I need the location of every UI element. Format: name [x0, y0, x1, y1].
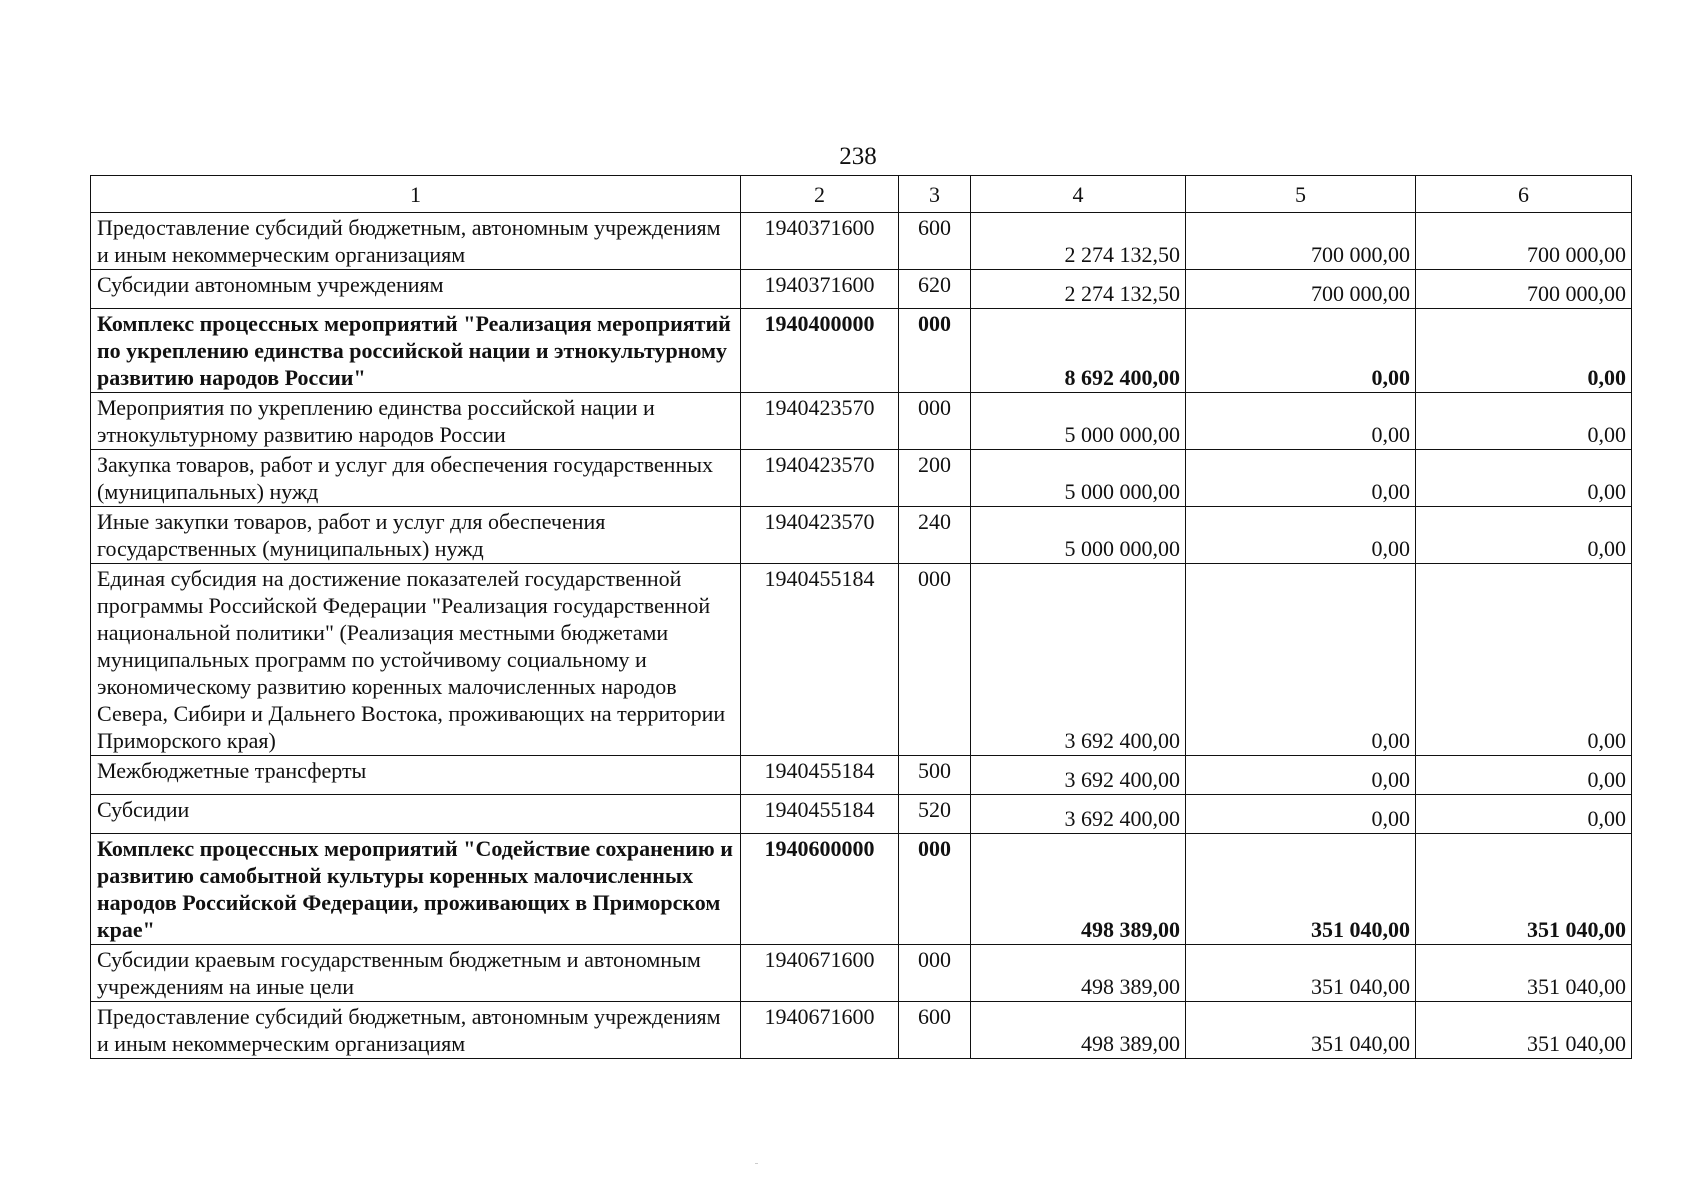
row-amount-col5: 351 040,00	[1186, 945, 1416, 1002]
row-amount-col6: 0,00	[1416, 564, 1632, 756]
row-type: 600	[899, 1002, 971, 1059]
column-header: 6	[1416, 176, 1632, 213]
row-amount-col4: 498 389,00	[971, 1002, 1186, 1059]
row-type: 000	[899, 393, 971, 450]
row-type: 000	[899, 945, 971, 1002]
row-amount-col6: 351 040,00	[1416, 834, 1632, 945]
row-name: Закупка товаров, работ и услуг для обеспечения государственных (муниципальных) нужд	[91, 450, 741, 507]
row-amount-col6: 0,00	[1416, 795, 1632, 834]
row-amount-col6: 0,00	[1416, 756, 1632, 795]
row-code: 1940371600	[741, 270, 899, 309]
row-code: 1940455184	[741, 564, 899, 756]
row-amount-col4: 3 692 400,00	[971, 795, 1186, 834]
row-amount-col5: 700 000,00	[1186, 213, 1416, 270]
table-header-row	[91, 176, 1632, 213]
column-header: 5	[1186, 176, 1416, 213]
table-row	[91, 309, 1632, 393]
budget-table	[90, 175, 1632, 1059]
row-amount-col4: 5 000 000,00	[971, 507, 1186, 564]
table-row	[91, 834, 1632, 945]
table-row	[91, 393, 1632, 450]
row-type: 600	[899, 213, 971, 270]
row-code: 1940600000	[741, 834, 899, 945]
row-name: Иные закупки товаров, работ и услуг для обеспечения государственных (муниципальных) нужд	[91, 507, 741, 564]
row-amount-col4: 5 000 000,00	[971, 393, 1186, 450]
row-code: 1940423570	[741, 393, 899, 450]
row-amount-col6: 351 040,00	[1416, 945, 1632, 1002]
row-code: 1940455184	[741, 756, 899, 795]
row-code: 1940671600	[741, 945, 899, 1002]
column-header: 3	[899, 176, 971, 213]
row-amount-col4: 2 274 132,50	[971, 270, 1186, 309]
table-row	[91, 507, 1632, 564]
row-type: 620	[899, 270, 971, 309]
row-amount-col5: 0,00	[1186, 507, 1416, 564]
table-row	[91, 213, 1632, 270]
row-amount-col5: 0,00	[1186, 450, 1416, 507]
table-row	[91, 270, 1632, 309]
column-header: 2	[741, 176, 899, 213]
page-number: 238	[839, 143, 877, 170]
row-amount-col5: 0,00	[1186, 795, 1416, 834]
row-amount-col4: 498 389,00	[971, 834, 1186, 945]
row-amount-col6: 0,00	[1416, 393, 1632, 450]
row-amount-col6: 351 040,00	[1416, 1002, 1632, 1059]
column-header: 4	[971, 176, 1186, 213]
row-amount-col5: 0,00	[1186, 309, 1416, 393]
table-row	[91, 450, 1632, 507]
row-amount-col5: 0,00	[1186, 393, 1416, 450]
row-amount-col5: 351 040,00	[1186, 1002, 1416, 1059]
row-type: 520	[899, 795, 971, 834]
row-amount-col5: 0,00	[1186, 564, 1416, 756]
table-row	[91, 1002, 1632, 1059]
row-amount-col4: 498 389,00	[971, 945, 1186, 1002]
row-name: Субсидии автономным учреждениям	[91, 270, 741, 309]
row-name: Мероприятия по укреплению единства российской нации и этнокультурному развитию народов России	[91, 393, 741, 450]
scan-speck	[755, 1163, 758, 1164]
row-name: Субсидии краевым государственным бюджетным и автономным учреждениям на иные цели	[91, 945, 741, 1002]
row-amount-col6: 0,00	[1416, 309, 1632, 393]
table-row	[91, 795, 1632, 834]
row-code: 1940423570	[741, 450, 899, 507]
row-amount-col6: 700 000,00	[1416, 270, 1632, 309]
row-code: 1940400000	[741, 309, 899, 393]
row-amount-col6: 700 000,00	[1416, 213, 1632, 270]
row-amount-col5: 700 000,00	[1186, 270, 1416, 309]
row-amount-col4: 8 692 400,00	[971, 309, 1186, 393]
row-code: 1940455184	[741, 795, 899, 834]
row-name: Комплекс процессных мероприятий "Реализация мероприятий по укреплению единства российской нации и этнокультурному развитию народов России"	[91, 309, 741, 393]
row-type: 240	[899, 507, 971, 564]
row-type: 000	[899, 564, 971, 756]
row-type: 200	[899, 450, 971, 507]
row-type: 000	[899, 309, 971, 393]
row-name: Предоставление субсидий бюджетным, автономным учреждениям и иным некоммерческим организациям	[91, 1002, 741, 1059]
row-name: Единая субсидия на достижение показателей государственной программы Российской Федерации "Реализация государственной национальной политики" (Реализация местными бюджетами муниципальных программ по устойчивому социальному и экономическому развитию коренных малочисленных народов Севера, Сибири и Дальнего Востока, проживающих на территории Приморского края)	[91, 564, 741, 756]
row-name: Комплекс процессных мероприятий "Содействие сохранению и развитию самобытной культуры коренных малочисленных народов Российской Федерации, проживающих в Приморском крае"	[91, 834, 741, 945]
row-amount-col4: 3 692 400,00	[971, 564, 1186, 756]
row-amount-col4: 3 692 400,00	[971, 756, 1186, 795]
table-row	[91, 564, 1632, 756]
row-amount-col4: 2 274 132,50	[971, 213, 1186, 270]
row-code: 1940671600	[741, 1002, 899, 1059]
row-amount-col5: 351 040,00	[1186, 834, 1416, 945]
row-amount-col6: 0,00	[1416, 450, 1632, 507]
row-name: Межбюджетные трансферты	[91, 756, 741, 795]
row-type: 500	[899, 756, 971, 795]
row-code: 1940371600	[741, 213, 899, 270]
row-code: 1940423570	[741, 507, 899, 564]
row-name: Субсидии	[91, 795, 741, 834]
table-row	[91, 945, 1632, 1002]
row-name: Предоставление субсидий бюджетным, автономным учреждениям и иным некоммерческим организациям	[91, 213, 741, 270]
row-amount-col5: 0,00	[1186, 756, 1416, 795]
row-amount-col6: 0,00	[1416, 507, 1632, 564]
row-amount-col4: 5 000 000,00	[971, 450, 1186, 507]
table-row	[91, 756, 1632, 795]
row-type: 000	[899, 834, 971, 945]
column-header: 1	[91, 176, 741, 213]
